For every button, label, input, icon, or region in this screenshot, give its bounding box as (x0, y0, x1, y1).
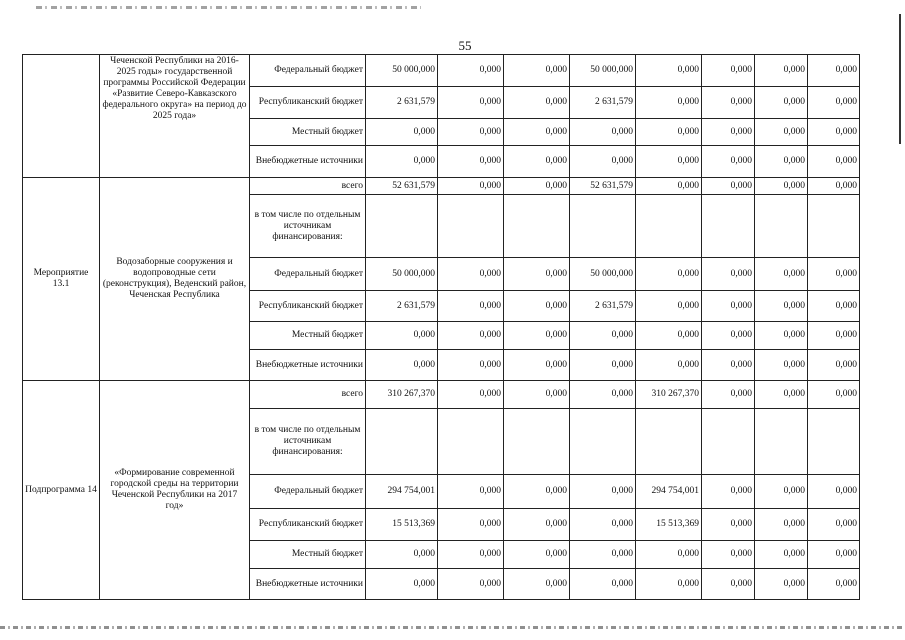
amount-cell: 0,000 (702, 541, 755, 569)
amount-cell: 0,000 (504, 258, 570, 291)
block-description-cell: «Формирование современной городской среды на территории Чеченской Республики на 2017 год» (100, 381, 250, 600)
budget-table-body (23, 55, 860, 600)
funding-source-cell: в том числе по отдельным источникам финансирования: (250, 195, 366, 258)
amount-cell: 0,000 (504, 87, 570, 119)
amount-cell: 52 631,579 (570, 178, 636, 195)
funding-source-cell: в том числе по отдельным источникам финансирования: (250, 409, 366, 475)
amount-cell: 0,000 (504, 569, 570, 600)
amount-cell: 0,000 (702, 258, 755, 291)
amount-cell (702, 409, 755, 475)
amount-cell: 0,000 (808, 146, 860, 178)
funding-source-cell: Внебюджетные источники (250, 146, 366, 178)
funding-source-cell: Местный бюджет (250, 119, 366, 146)
amount-cell: 0,000 (755, 569, 808, 600)
amount-cell: 0,000 (504, 322, 570, 350)
amount-cell: 15 513,369 (636, 509, 702, 541)
amount-cell: 0,000 (702, 475, 755, 509)
amount-cell: 0,000 (755, 350, 808, 381)
amount-cell: 0,000 (504, 291, 570, 322)
amount-cell: 0,000 (570, 541, 636, 569)
amount-cell (366, 409, 438, 475)
amount-cell: 0,000 (702, 569, 755, 600)
amount-cell: 0,000 (808, 55, 860, 87)
amount-cell: 0,000 (702, 509, 755, 541)
amount-cell: 0,000 (702, 146, 755, 178)
amount-cell: 0,000 (504, 119, 570, 146)
funding-source-cell: Федеральный бюджет (250, 55, 366, 87)
budget-table (22, 54, 860, 600)
amount-cell: 0,000 (438, 350, 504, 381)
amount-cell: 0,000 (504, 381, 570, 409)
amount-cell: 0,000 (636, 55, 702, 87)
amount-cell (438, 409, 504, 475)
amount-cell: 0,000 (438, 87, 504, 119)
amount-cell: 0,000 (636, 291, 702, 322)
amount-cell: 310 267,370 (366, 381, 438, 409)
amount-cell: 0,000 (504, 509, 570, 541)
amount-cell: 294 754,001 (636, 475, 702, 509)
amount-cell: 50 000,000 (570, 55, 636, 87)
amount-cell: 0,000 (755, 381, 808, 409)
amount-cell: 0,000 (636, 322, 702, 350)
amount-cell: 0,000 (504, 146, 570, 178)
amount-cell: 0,000 (755, 55, 808, 87)
amount-cell: 0,000 (755, 87, 808, 119)
funding-source-cell: Местный бюджет (250, 541, 366, 569)
amount-cell: 0,000 (755, 258, 808, 291)
amount-cell: 0,000 (808, 350, 860, 381)
amount-cell: 0,000 (755, 509, 808, 541)
block-description-cell: Водозаборные сооружения и водопроводные сети (реконструкция), Веденский район, Чеченская Республика (100, 178, 250, 381)
funding-source-cell: всего (250, 178, 366, 195)
funding-source-cell: Внебюджетные источники (250, 350, 366, 381)
amount-cell: 52 631,579 (366, 178, 438, 195)
amount-cell: 0,000 (438, 509, 504, 541)
amount-cell: 0,000 (570, 509, 636, 541)
page-number: 55 (458, 38, 472, 53)
table-row (23, 55, 860, 87)
block-description-cell: Чеченской Республики на 2016-2025 годы» государственной программы Российской Федерации «Развитие Северо-Кавказского федерального округа» на период до 2025 года» (100, 55, 250, 178)
amount-cell: 0,000 (755, 119, 808, 146)
amount-cell: 0,000 (636, 178, 702, 195)
funding-source-cell: Внебюджетные источники (250, 569, 366, 600)
amount-cell: 0,000 (702, 381, 755, 409)
amount-cell: 0,000 (702, 322, 755, 350)
block-label-cell (23, 55, 100, 178)
amount-cell: 0,000 (504, 178, 570, 195)
block-label-cell: Мероприятие 13.1 (23, 178, 100, 381)
amount-cell: 0,000 (438, 55, 504, 87)
amount-cell: 50 000,000 (366, 55, 438, 87)
amount-cell: 0,000 (808, 119, 860, 146)
amount-cell: 0,000 (438, 381, 504, 409)
amount-cell (504, 195, 570, 258)
amount-cell: 0,000 (808, 509, 860, 541)
amount-cell: 0,000 (504, 350, 570, 381)
amount-cell: 0,000 (438, 541, 504, 569)
amount-cell: 0,000 (438, 569, 504, 600)
amount-cell: 2 631,579 (570, 291, 636, 322)
amount-cell: 0,000 (808, 541, 860, 569)
amount-cell (808, 195, 860, 258)
amount-cell: 0,000 (808, 178, 860, 195)
amount-cell: 0,000 (636, 541, 702, 569)
amount-cell (755, 195, 808, 258)
amount-cell: 0,000 (636, 350, 702, 381)
amount-cell: 0,000 (702, 119, 755, 146)
amount-cell: 0,000 (504, 541, 570, 569)
amount-cell: 0,000 (570, 475, 636, 509)
funding-source-cell: Федеральный бюджет (250, 475, 366, 509)
amount-cell: 0,000 (438, 146, 504, 178)
amount-cell: 0,000 (504, 55, 570, 87)
scan-artifact-top (36, 6, 421, 9)
amount-cell: 0,000 (438, 291, 504, 322)
amount-cell: 0,000 (438, 178, 504, 195)
amount-cell (504, 409, 570, 475)
amount-cell: 0,000 (808, 258, 860, 291)
amount-cell: 310 267,370 (636, 381, 702, 409)
amount-cell: 0,000 (755, 475, 808, 509)
amount-cell: 2 631,579 (366, 87, 438, 119)
amount-cell (808, 409, 860, 475)
amount-cell: 0,000 (755, 178, 808, 195)
amount-cell (438, 195, 504, 258)
funding-source-cell: Местный бюджет (250, 322, 366, 350)
amount-cell: 0,000 (808, 381, 860, 409)
amount-cell: 0,000 (702, 291, 755, 322)
amount-cell: 0,000 (636, 87, 702, 119)
amount-cell: 0,000 (438, 119, 504, 146)
amount-cell: 0,000 (570, 381, 636, 409)
amount-cell: 0,000 (636, 258, 702, 291)
amount-cell: 0,000 (438, 322, 504, 350)
amount-cell: 0,000 (570, 569, 636, 600)
amount-cell: 0,000 (366, 119, 438, 146)
amount-cell: 0,000 (755, 291, 808, 322)
amount-cell: 0,000 (636, 119, 702, 146)
amount-cell (755, 409, 808, 475)
amount-cell: 2 631,579 (366, 291, 438, 322)
block-label-cell: Подпрограмма 14 (23, 381, 100, 600)
amount-cell (570, 195, 636, 258)
amount-cell: 0,000 (636, 146, 702, 178)
amount-cell: 50 000,000 (366, 258, 438, 291)
amount-cell: 0,000 (366, 350, 438, 381)
amount-cell (570, 409, 636, 475)
table-row (23, 381, 860, 409)
amount-cell: 0,000 (366, 322, 438, 350)
amount-cell: 0,000 (570, 322, 636, 350)
amount-cell: 50 000,000 (570, 258, 636, 291)
amount-cell: 0,000 (702, 178, 755, 195)
amount-cell: 0,000 (755, 146, 808, 178)
amount-cell: 0,000 (755, 541, 808, 569)
amount-cell: 0,000 (808, 322, 860, 350)
amount-cell (636, 409, 702, 475)
amount-cell: 15 513,369 (366, 509, 438, 541)
scan-artifact-bottom (0, 626, 905, 629)
amount-cell: 0,000 (808, 475, 860, 509)
amount-cell: 0,000 (366, 541, 438, 569)
funding-source-cell: Федеральный бюджет (250, 258, 366, 291)
amount-cell: 0,000 (504, 475, 570, 509)
amount-cell (636, 195, 702, 258)
amount-cell: 0,000 (438, 258, 504, 291)
amount-cell: 0,000 (702, 87, 755, 119)
amount-cell: 0,000 (570, 119, 636, 146)
amount-cell: 0,000 (808, 569, 860, 600)
funding-source-cell: всего (250, 381, 366, 409)
amount-cell (702, 195, 755, 258)
amount-cell: 0,000 (570, 146, 636, 178)
amount-cell (366, 195, 438, 258)
amount-cell: 2 631,579 (570, 87, 636, 119)
amount-cell: 0,000 (438, 475, 504, 509)
amount-cell: 0,000 (808, 87, 860, 119)
amount-cell: 0,000 (702, 350, 755, 381)
funding-source-cell: Республиканский бюджет (250, 509, 366, 541)
amount-cell: 0,000 (808, 291, 860, 322)
funding-source-cell: Республиканский бюджет (250, 291, 366, 322)
funding-source-cell: Республиканский бюджет (250, 87, 366, 119)
table-row (23, 178, 860, 195)
amount-cell: 0,000 (636, 569, 702, 600)
amount-cell: 0,000 (366, 569, 438, 600)
scan-artifact-right (899, 14, 901, 144)
amount-cell: 0,000 (570, 350, 636, 381)
amount-cell: 0,000 (366, 146, 438, 178)
amount-cell: 0,000 (755, 322, 808, 350)
amount-cell: 0,000 (702, 55, 755, 87)
amount-cell: 294 754,001 (366, 475, 438, 509)
